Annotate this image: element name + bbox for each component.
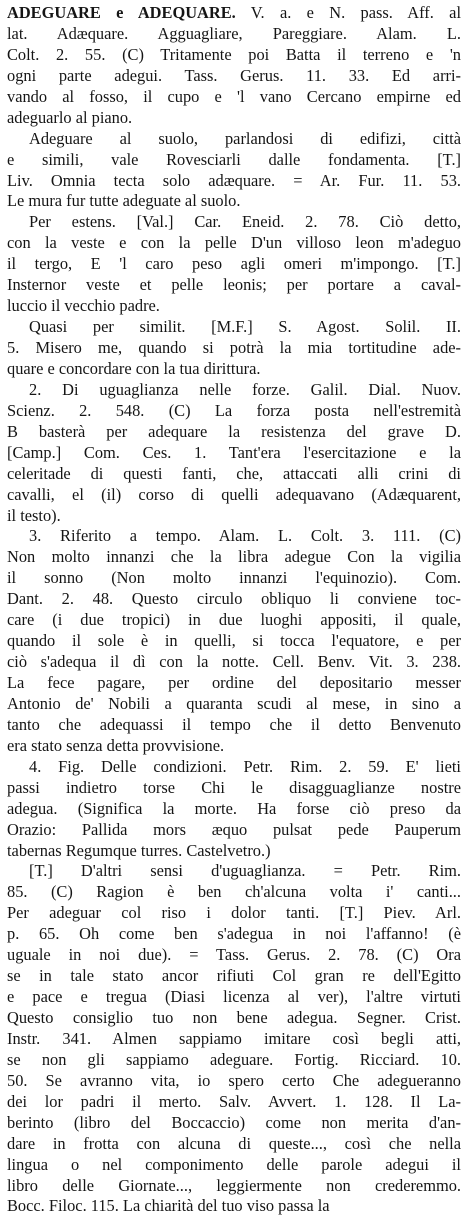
entry-text-line: Le mura fur tutte adeguate al suolo. [7,191,241,211]
entry-text-line: Per adeguar col riso i dolor tanti. [T.] Piev. Arl. [7,903,461,923]
entry-text-line: adeguarlo al piano. [7,107,133,127]
entry-text-line: lingua o nel componimento delle parole adegui il [7,1154,461,1174]
entry-text-line: adegua. (Significa la morte. Ha forse ciò preso da [7,798,461,818]
entry-text-line: passi indietro torse Chi le disagguaglianze nostre [7,777,461,797]
entry-text-line: se non gli sappiamo adeguare. Fortig. Ricciard. 10. [7,1049,461,1069]
entry-text-line: Questo consiglio tuo non bene adegua. Segner. Crist. [7,1008,461,1027]
entry-text-line: vando al fosso, il cupo e 'l vano Cercano empirne ed [7,86,461,106]
entry-text-line: uguale in noi due). = Tass. Gerus. 2. 78. (C) Ora [7,945,461,965]
entry-text-line: tanto che adequassi il tempo che il detto Benvenuto [7,714,461,734]
entry-text-line: Instr. 341. Almen sappiamo imitare così begli atti, [7,1028,461,1048]
entry-text-line: se in tale stato ancor rifiuti Col gran re dell'Egitto [7,966,461,986]
entry-text-line: e simili, vale Rovesciarli dalle fondamenta. [T.] [7,149,461,169]
entry-text-line: dei lor padri il merto. Salv. Avvert. 1. 128. Il La- [7,1091,461,1111]
entry-text-line: Colt. 2. 55. (C) Tritamente poi Batta il terreno e 'n [7,44,461,64]
entry-text-line: Quasi per similit. [M.F.] S. Agost. Solil. II. [29,317,461,337]
entry-text-line: Bocc. Filoc. 115. La chiarità del tuo viso passa la [7,1196,330,1216]
entry-text-line: era stato senza detta provvisione. [7,735,225,755]
entry-text-line: ogni parte adegui. Tass. Gerus. 11. 33. Ed arri- [7,65,461,85]
entry-text-line: cavalli, el (il) corso di quelli adequavano (Adæquarent, [7,484,461,504]
entry-text-line: Adeguare al suolo, parlandosi di edifizi, città [29,128,461,148]
entry-headline: ADEGUARE e ADEQUARE. V. a. e N. pass. Aff. al [7,3,461,22]
entry-text-line: Dant. 2. 48. Questo circulo obliquo li conviene toc- [7,589,461,609]
entry-text-line: [Camp.] Com. Ces. 1. Tant'era l'esercitazione e la [7,442,461,462]
entry-text-line: care (i due tropici) in due luoghi appositi, il quale, [7,610,461,630]
entry-text-line: il sonno (Non molto innanzi l'equinozio). Com. [7,568,461,588]
entry-text-line: 5. Misero me, quando si potrà la mia tortitudine ade- [7,338,461,357]
headword: ADEGUARE e ADEQUARE. [7,3,236,22]
entry-text-line: 50. Se avranno vita, io spero certo Che adegueranno [7,1070,461,1090]
entry-text-line: con la veste e con la pelle D'un villoso leon m'adeguo [7,233,461,253]
entry-text-line: ciò s'adequa il dì con la notte. Cell. Benv. Vit. 3. 238. [7,652,461,672]
entry-text-line: Liv. Omnia tecta solo adæquare. = Ar. Fur. 11. 53. [7,170,461,190]
entry-text-line: il testo). [7,505,61,525]
entry-text-line: 3. Riferito a tempo. Alam. L. Colt. 3. 111. (C) [29,526,461,546]
entry-text-line: Per estens. [Val.] Car. Eneid. 2. 78. Ciò detto, [29,212,461,232]
entry-text-line: lat. Adæquare. Agguagliare, Pareggiare. Alam. L. [7,23,461,43]
entry-text-line: quare e concordare con la tua dirittura. [7,358,261,378]
entry-text-line: il tergo, E 'l caro peso agli omeri m'impongo. [T.] [7,254,461,274]
dictionary-entry [7,3,461,1217]
entry-text-line: dare in frotta con alcuna di queste..., così che nella [7,1133,461,1153]
entry-text-line: luccio il vecchio padre. [7,296,160,316]
entry-text-line: 4. Fig. Delle condizioni. Petr. Rim. 2. 59. E' lieti [29,756,461,776]
entry-text-line: celeritade di questi fanti, che, attaccati alli crini di [7,463,461,483]
entry-text-line: libro delle Giornate..., leggiermente non crederemmo. [7,1175,461,1195]
entry-text-line: Orazio: Pallida mors æquo pulsat pede Pauperum [7,819,461,839]
entry-text-line: 85. (C) Ragion è ben ch'alcuna volta i' canti... [7,882,461,902]
entry-text-line: Antonio de' Nobili a quaranta scudi al mese, in sino a [7,693,461,713]
entry-text-line: e pace e tregua (Diasi licenza al ver), l'altre virtuti [7,987,461,1007]
entry-text-line: Scienz. 2. 548. (C) La forza posta nell'estremità [7,400,461,420]
entry-text-line: Non molto innanzi che la libra adegue Con la vigilia [7,547,461,567]
entry-text-line: quando il sole è in quelli, si tocca l'equatore, e per [7,631,461,651]
entry-text-line: B basterà per adequare la resistenza del grave D. [7,421,461,441]
entry-text-line: La fece pagare, per ordine del depositario messer [7,673,461,692]
entry-text-line: Insternor veste et pelle leonis; per portare a caval- [7,275,461,295]
entry-text-line: p. 65. Oh come ben s'adegua in noi l'affanno! (è [7,924,461,944]
entry-text-line: 2. Di uguaglianza nelle forze. Galil. Dial. Nuov. [29,379,461,399]
entry-text-line: tabernas Regumque turres. Castelvetro.) [7,840,271,860]
entry-text-line: berinto (libro del Boccaccio) come non merita d'an- [7,1112,461,1132]
entry-text-line: [T.] D'altri sensi d'uguaglianza. = Petr. Rim. [29,861,461,881]
